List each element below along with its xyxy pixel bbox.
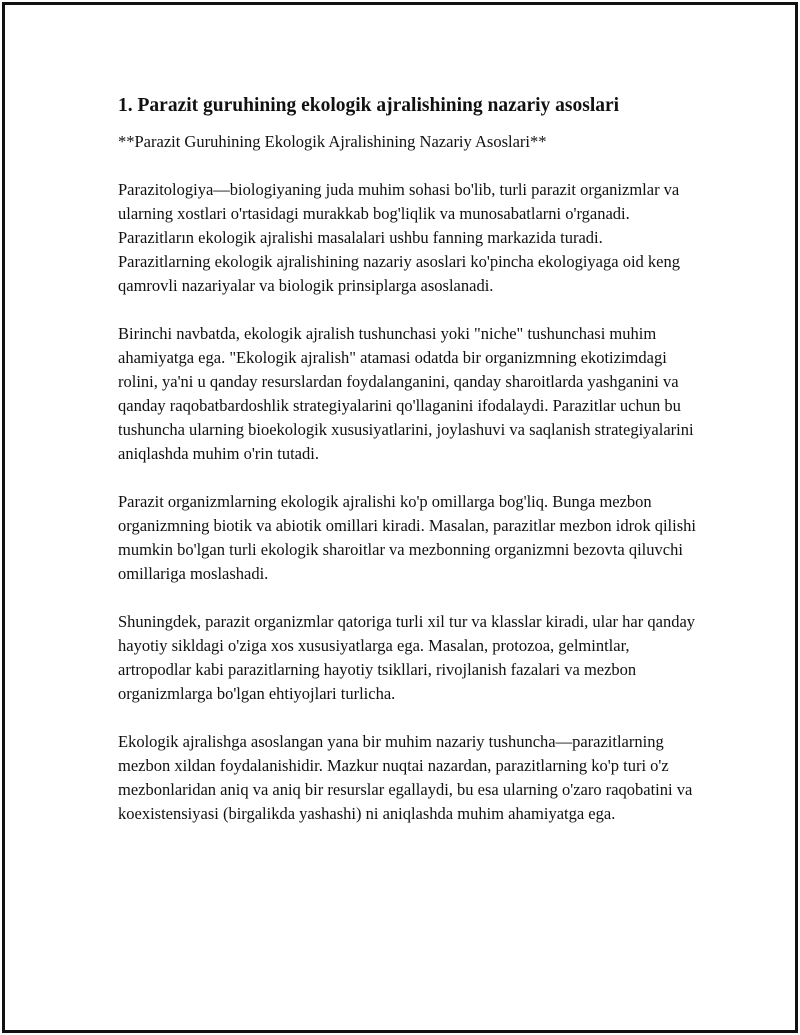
paragraph-1: Parazitologiya—biologiyaning juda muhim sohasi bo'lib, turli parazit organizmlar va ularning xostlari o'rtasidagi murakkab bog'liqlik va munosabatlarni o'rganadi. Parazitların ekologik ajralishi masalalari ushbu fanning markazida turadi. Parazitlarning ekologik ajralishining nazariy asoslari ko'pincha ekologiyaga oid keng qamrovli nazariyalar va biologik prinsiplarga asoslanadi. xyxy=(118,180,680,295)
paragraph-3: Parazit organizmlarning ekologik ajralishi ko'p omillarga bog'liq. Bunga mezbon organizmning biotik va abiotik omillari kiradi. Masalan, parazitlar mezbon idrok qilishi mumkin bo'lgan turli ekologik sharoitlar va mezbonning organizmni bezovta qiluvchi omillariga moslashadi. xyxy=(118,492,696,583)
section-subtitle: **Parazit Guruhining Ekologik Ajralishining Nazariy Asoslari** xyxy=(118,132,547,151)
paragraph-2: Birinchi navbatda, ekologik ajralish tushunchasi yoki "niche" tushunchasi muhim ahamiyatga ega. "Ekologik ajralish" atamasi odatda bir organizmning ekotizimdagi rolini, ya'ni u qanday resurslardan foydalanganini, qanday sharoitlarda yashganini va qanday raqobatbardoshlik strategiyalarini qo'llaganini ifodalaydi. Parazitlar uchun bu tushuncha ularning bioekologik xususiyatlarini, joylashuvi va saqlanish strategiyalarini aniqlashda muhim o'rin tutadi. xyxy=(118,324,694,463)
paragraph-4: Shuningdek, parazit organizmlar qatoriga turli xil tur va klasslar kiradi, ular har qanday hayotiy sikldagi o'ziga xos xususiyatlarga ega. Masalan, protozoa, gelmintlar, artropodlar kabi parazitlarning hayotiy tsikllari, rivojlanish fazalari va mezbon organizmlarga bo'lgan ehtiyojlari turlicha. xyxy=(118,612,696,703)
paragraph-5: Ekologik ajralishga asoslangan yana bir muhim nazariy tushuncha—parazitlarning mezbon xildan foydalanishidir. Mazkur nuqtai nazardan, parazitlarning ko'p turi o'z mezbonlaridan aniq va aniq bir resurslar egallaydi, bu esa ularning o'zaro raqobatini va koexistensiyasi (birgalikda yashashi) ni aniqlashda muhim ahamiyatga ega. xyxy=(118,732,693,823)
section-heading: 1. Parazit guruhining ekologik ajralishining nazariy asoslari xyxy=(118,95,620,116)
document-body xyxy=(118,94,698,850)
